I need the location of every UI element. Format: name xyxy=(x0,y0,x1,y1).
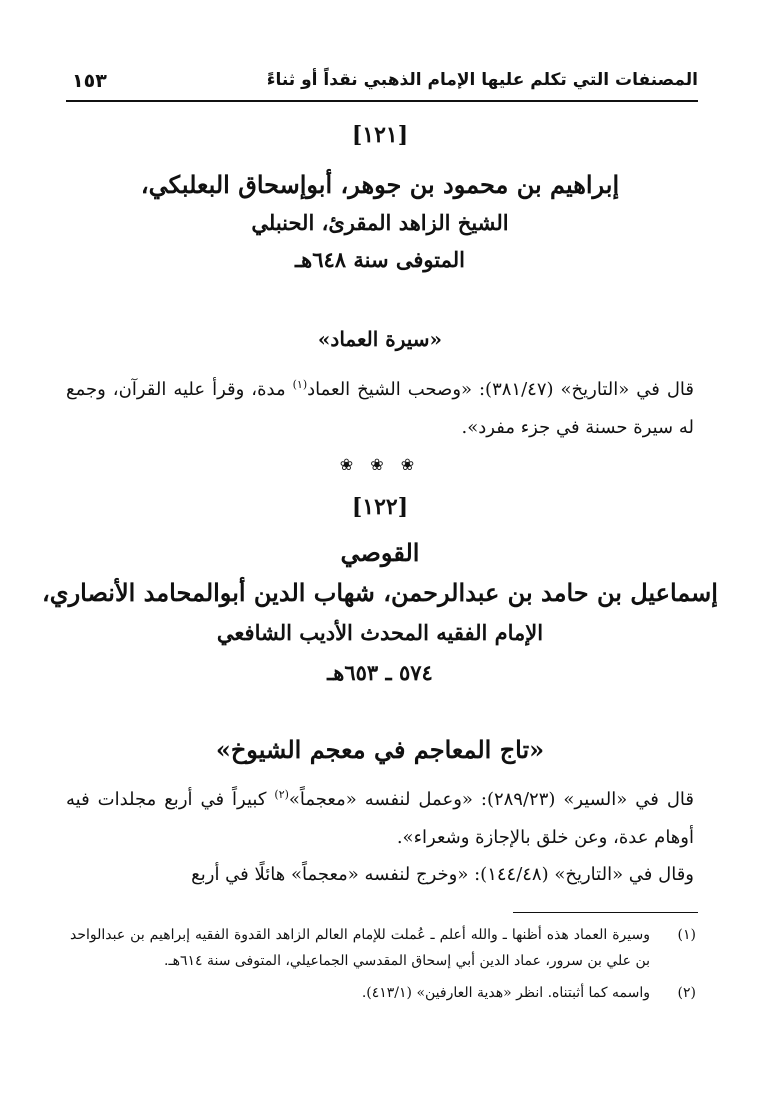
footnote-number: (٢) xyxy=(677,985,696,1001)
paragraph-text: مدة، وقرأ عليه القرآن، وجمع له سيرة حسنة في جزء مفرد». xyxy=(66,379,694,438)
footnote-number: (١) xyxy=(677,927,696,943)
entry-name-line2: الإمام الفقيه المحدث الأديب الشافعي xyxy=(216,620,544,645)
footnotes xyxy=(70,922,696,1012)
paragraph-text: كبيراً في أربع مجلدات فيه أوهام عدة، وعن خلق بالإجازة وشعراء». xyxy=(66,789,694,848)
footnote-ref: (١) xyxy=(292,378,308,391)
entry-nisba: القوصي xyxy=(340,538,420,567)
footnote xyxy=(70,980,696,1006)
page-number: ١٥٣ xyxy=(72,70,107,92)
entry-dates: ٥٧٤ ـ ٦٥٣هـ xyxy=(327,660,433,685)
running-header xyxy=(66,64,698,98)
entry-number: [١٢١] xyxy=(351,122,409,148)
book-title: «تاج المعاجم في معجم الشيوخ» xyxy=(215,735,545,764)
section-separator: ❀ ❀ ❀ xyxy=(339,455,421,474)
footnote-text: واسمه كما أثبتناه. انظر «هدية العارفين» (٤١٣/١). xyxy=(361,985,650,1001)
entry-name-line1: إبراهيم بن محمود بن جوهر، أبوإسحاق البعلبكي، xyxy=(140,170,620,199)
paragraph-text: وقال في «التاريخ» (١٤٤/٤٨): «وخرج لنفسه «معجماً» هائلًا في أربع xyxy=(191,864,694,885)
paragraph-text: قال في «التاريخ» (٣٨١/٤٧): «وصحب الشيخ العماد xyxy=(307,379,694,400)
footnote-ref: (٢) xyxy=(274,788,289,801)
footnote-rule xyxy=(513,912,698,913)
entry-death-date: المتوفى سنة ٦٤٨هـ xyxy=(295,247,465,272)
footnote-text: وسيرة العماد هذه أظنها ـ والله أعلم ـ عُملت للإمام العالم الزاهد القدوة الفقيه إبراهيم بن عبدالواحد بن علي بن سرور، عماد الدين أبي إسحاق المقدسي الجماعيلي، المتوفى سنة ٦١٤هـ. xyxy=(70,927,650,969)
entry-paragraph xyxy=(66,366,694,447)
footnote xyxy=(70,922,696,974)
paragraph-text: قال في «السير» (٢٨٩/٢٣): «وعمل لنفسه «معجماً» xyxy=(288,789,694,810)
header-rule xyxy=(66,100,698,102)
header-title: المصنفات التي تكلم عليها الإمام الذهبي نقداً أو ثناءً xyxy=(266,70,698,90)
entry-name-line1: إسماعيل بن حامد بن عبدالرحمن، شهاب الدين أبوالمحامد الأنصاري، xyxy=(42,578,718,607)
book-title: «سيرة العماد» xyxy=(317,327,443,351)
entry-number: [١٢٢] xyxy=(351,494,409,520)
entry-paragraph xyxy=(66,776,694,857)
entry-paragraph xyxy=(66,856,694,894)
entry-name-line2: الشيخ الزاهد المقرئ، الحنبلي xyxy=(251,210,509,235)
